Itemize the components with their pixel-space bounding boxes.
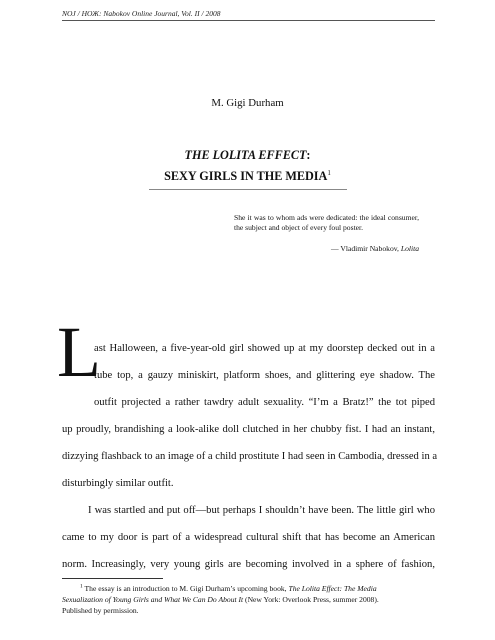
footnote-mark: 1 — [80, 583, 83, 590]
body-line: I was startled and put off—but perhaps I shouldn’t have been. The little girl who — [88, 505, 435, 516]
footnote-text-a: The essay is an introduction to M. Gigi Durham’s upcoming book, — [82, 584, 289, 593]
epigraph-author: — Vladimir Nabokov, — [331, 244, 401, 253]
body-line: disturbingly similar outfit. — [62, 478, 174, 489]
title-footnote-mark[interactable]: 1 — [327, 168, 331, 177]
body-line: ast Halloween, a five-year-old girl showed up at my doorstep decked out in a — [94, 343, 435, 354]
footnote-line-1 — [80, 584, 377, 594]
footnote-publisher: (New York: Overlook Press, summer 2008). — [243, 595, 379, 604]
subtitle: SEXY GIRLS IN THE MEDIA — [164, 169, 328, 183]
title-line-2 — [0, 169, 495, 184]
footnote-book-title-b: Sexualization of Young Girls and What We Can Do About It — [62, 595, 244, 604]
body-line: dizzying flashback to an image of a child prostitute I had seen in Cambodia, dressed in a — [62, 451, 438, 462]
body-line: up proudly, brandishing a look-alike doll clutched in her chubby fist. I had an instant, — [62, 424, 435, 435]
drop-cap: L — [57, 312, 101, 392]
header-rule — [62, 20, 435, 21]
epigraph-attribution — [331, 244, 419, 253]
body-line: came to my door is part of a widespread cultural shift that has become an American — [62, 532, 435, 543]
body-line: tube top, a gauzy miniskirt, platform shoes, and glittering eye shadow. The — [94, 370, 435, 381]
epigraph-work: Lolita — [400, 244, 419, 253]
title-italic: THE LOLITA EFFECT — [184, 148, 307, 162]
body-line: outfit projected a rather tawdry adult sexuality. “I’m a Bratz!” the tot piped — [94, 397, 435, 408]
footnote-book-title-a: The Lolita Effect: The Media — [288, 584, 377, 593]
journal-header — [62, 9, 220, 18]
author-name: M. Gigi Durham — [211, 97, 284, 109]
title-colon: : — [306, 148, 311, 162]
journal-header-text: NOJ / НОЖ: Nabokov Online Journal, Vol. II / 2008 — [62, 9, 221, 18]
title-line-1 — [0, 148, 495, 163]
footnote-line-3: Published by permission. — [62, 606, 139, 615]
body-line: norm. Increasingly, very young girls are becoming involved in a sphere of fashion, — [62, 559, 435, 570]
footnote-rule — [62, 578, 163, 579]
footnote-line-2 — [62, 595, 379, 605]
title-rule — [149, 189, 347, 190]
epigraph-text: She it was to whom ads were dedicated: the ideal consumer, the subject and object of every foul poster. — [234, 213, 419, 233]
